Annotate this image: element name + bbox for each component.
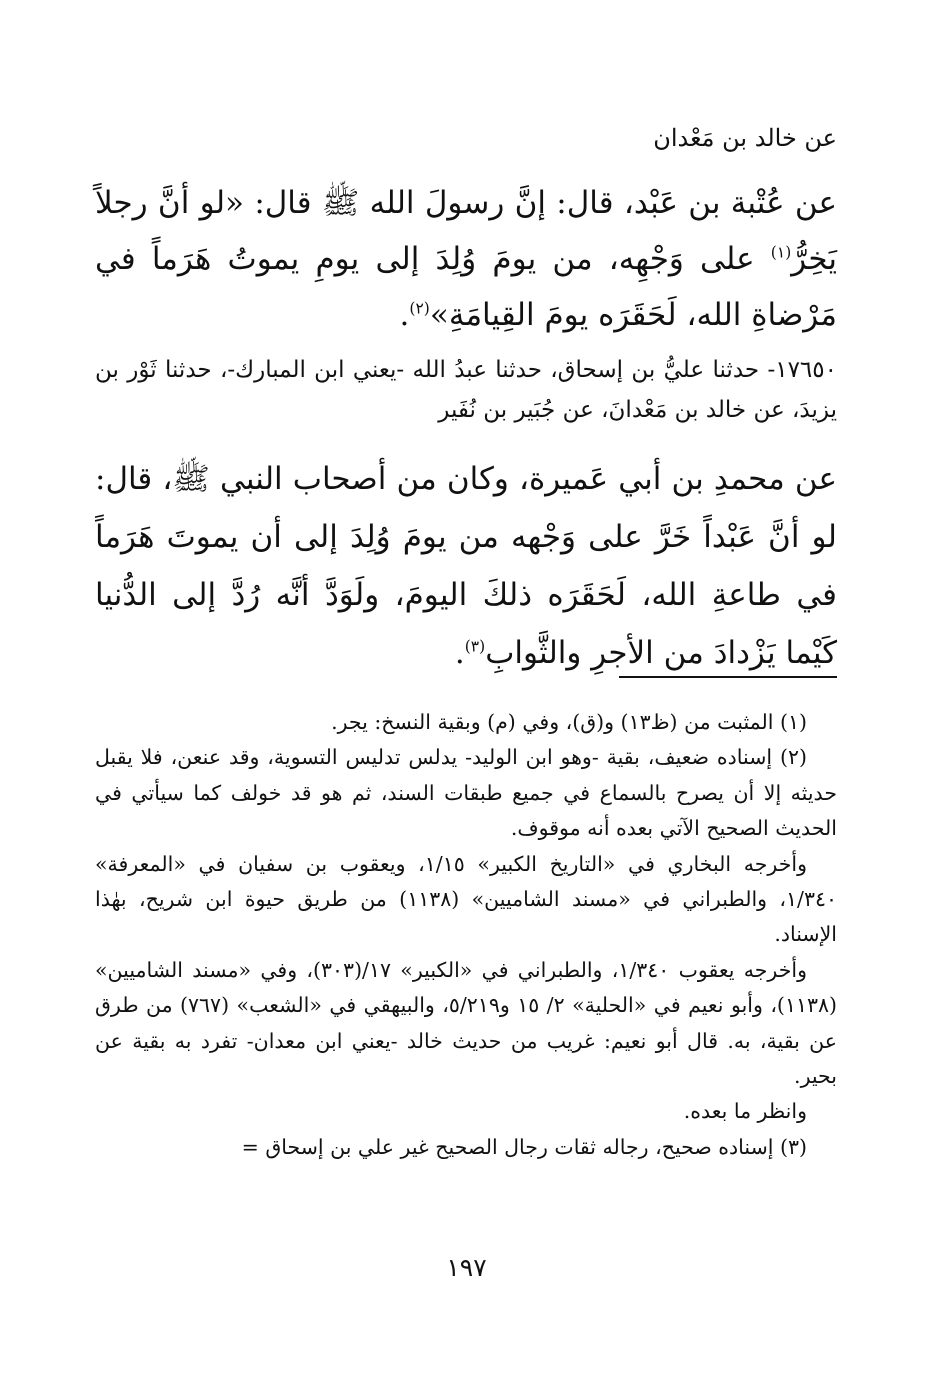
footnote-2-see-next: وانظر ما بعده. [683,1099,807,1124]
footnote-ref-3[interactable]: (٣) [464,637,486,656]
footnotes-section [95,705,837,1165]
isnad-text: ١٧٦٥٠- حدثنا عليُّ بن إسحاق، حدثنا عبدُ الله -يعني ابن المبارك-، حدثنا ثَوْر بن يزيدَ، عن خالد بن مَعْدانَ، عن جُبَير بن نُفَير [95,357,837,423]
isnad-chain [95,350,837,430]
running-title: عن خالد بن مَعْدان [653,124,837,152]
hadith-paragraph-1 [95,175,837,343]
hadith-paragraph-2 [95,450,837,682]
footnote-separator [619,676,837,678]
hadith-text-2 [95,450,837,682]
hadith-2-end: . [454,635,465,671]
hadith-1-part-a: عن عُتْبة بن عَبْد، قال: إنَّ رسولَ الله ﷺ قال: «لو أنَّ رجلاً يَخِرُّ [95,185,837,277]
footnote-2-takhrij-a: وأخرجه البخاري في «التاريخ الكبير» ١/١٥، ويعقوب بن سفيان في «المعرفة» ١/٣٤٠، والطبراني في «مسند الشاميين» (١١٣٨) من طريق حيوة ابن شريح، بهٰذا الإسناد. [95,851,837,947]
footnote-2-takhrij-b: وأخرجه يعقوب ١/٣٤٠، والطبراني في «الكبير» ١٧/(٣٠٣)، وفي «مسند الشاميين» (١١٣٨)، وأبو نعيم في «الحلية» ٢/ ١٥ و٥/٢١٩، والبيهقي في «الشعب» (٧٦٧) من طرق عن بقية، به. قال أبو نعيم: غريب من حديث خالد -يعني ابن معدان- تفرد به بقية عن بحير. [95,957,837,1089]
hadith-1-end: . [399,297,410,333]
running-header [95,118,837,158]
hadith-1-part-b: على وَجْهِه، من يومَ وُلِدَ إلى يومِ يموتُ هَرَماً في مَرْضاةِ الله، لَحَقَرَه يومَ القِيامَةِ» [95,241,837,333]
hadith-2-text: عن محمدِ بن أبي عَميرة، وكان من أصحاب النبي ﷺ، قال: لو أنَّ عَبْداً خَرَّ على وَجْهه من يومَ وُلِدَ إلى أن يموتَ هَرَماً في طاعةِ الله، لَحَقَرَه ذلكَ اليومَ، ولَوَدَّ أنَّه رُدَّ إلى الدُّنيا كَيْما يَزْدادَ من الأجرِ والثَّوابِ [95,461,837,671]
page-number: ١٩٧ [446,1253,487,1282]
hadith-text-1 [95,175,837,343]
footnote-ref-1[interactable]: (١) [770,243,792,262]
footnote-2: (٢) إسناده ضعيف، بقية -وهو ابن الوليد- يدلس تدليس التسوية، وقد عنعن، فلا يقبل حديثه إلا أن يصرح بالسماع في جميع طبقات السند، ثم هو قد خولف كما سيأتي في الحديث الصحيح الآتي بعده أنه موقوف. [95,745,837,841]
footnote-1: (١) المثبت من (ظ١٣) و(ق)، وفي (م) وبقية النسخ: يجر. [331,710,807,734]
footnote-3: (٣) إسناده صحيح، رجاله ثقات رجال الصحيح غير علي بن إسحاق = [241,1134,807,1159]
footnote-ref-2[interactable]: (٢) [409,299,430,318]
